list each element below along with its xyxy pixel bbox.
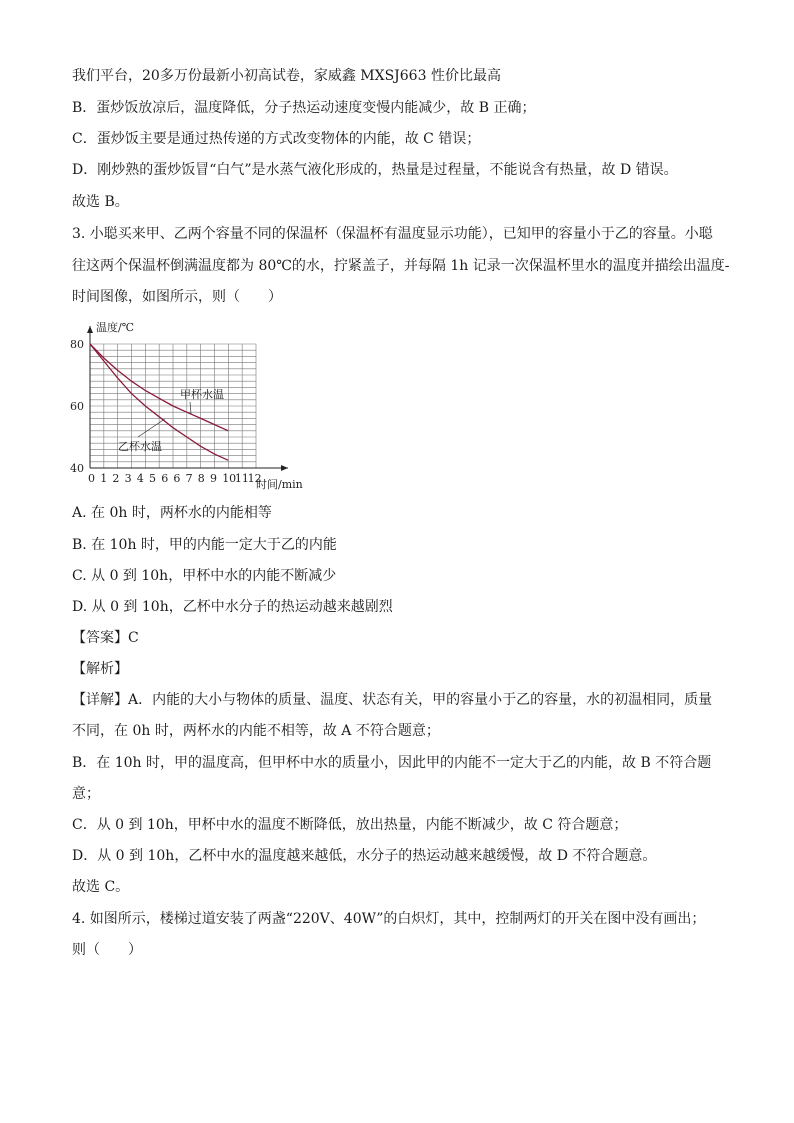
q3-detail-b-line1: B．在 10h 时，甲的温度高，但甲杯中水的质量小，因此甲的内能不一定大于乙的内能，故 B 不符合题 xyxy=(72,755,712,771)
header-line: 我们平台，20多万份最新小初高试卷，家威鑫 MXSJ663 性价比最高 xyxy=(72,68,501,84)
x-tick-label: 9 xyxy=(210,472,217,485)
y-axis-arrow xyxy=(87,326,93,333)
x-tick-label: 10 xyxy=(222,472,237,485)
q3-stem-line1: 3. 小聪买来甲、乙两个容量不同的保温杯（保温杯有温度显示功能），已知甲的容量小于乙的容量。小聪 xyxy=(72,226,713,242)
prev-option-b-explanation: B．蛋炒饭放凉后，温度降低，分子热运动速度变慢内能减少，故 B 正确； xyxy=(72,100,536,116)
x-tick-label: 6 xyxy=(173,472,181,485)
q3-option-a: A. 在 0h 时，两杯水的内能相等 xyxy=(72,505,272,521)
temperature-time-chart xyxy=(66,316,326,496)
x-tick-label: 4 xyxy=(136,472,144,485)
q3-detail-a-line2: 不同，在 0h 时，两杯水的内能不相等，故 A 不符合题意； xyxy=(72,723,440,739)
q3-stem-line3: 时间图像，如图所示，则（ ） xyxy=(72,289,282,305)
y-tick-label: 60 xyxy=(70,400,84,413)
x-tick-label: 2 xyxy=(112,472,120,485)
x-tick-label: 0 xyxy=(88,472,95,485)
x-tick-label: 3 xyxy=(124,472,132,485)
x-tick-label: 1 xyxy=(100,472,108,485)
x-axis-arrow xyxy=(281,465,288,471)
q3-detail-b-line2: 意； xyxy=(72,786,100,802)
series-label-jia: 甲杯水温 xyxy=(180,388,224,401)
q3-detail-d: D．从 0 到 10h，乙杯中水的温度越来越低，水分子的热运动越来越缓慢，故 D 不符合题意。 xyxy=(72,848,657,864)
q4-stem-line2: 则（ ） xyxy=(72,942,142,958)
prev-option-c-explanation: C．蛋炒饭主要是通过热传递的方式改变物体的内能，故 C 错误； xyxy=(72,131,481,147)
q3-option-d: D. 从 0 到 10h，乙杯中水分子的热运动越来越剧烈 xyxy=(72,599,393,615)
answer-value: C xyxy=(128,630,139,646)
prev-option-d-explanation: D．刚炒熟的蛋炒饭冒“白气”是水蒸气液化形成的，热量是过程量，不能说含有热量，故 D 错误。 xyxy=(72,162,678,178)
q4-stem-line1: 4. 如图所示，楼梯过道安装了两盏“220V、40W”的白炽灯，其中，控制两灯的开关在图中没有画出； xyxy=(72,911,706,927)
answer-tag: 【答案】 xyxy=(72,630,128,646)
prev-select: 故选 B。 xyxy=(72,194,129,210)
q3-option-c: C. 从 0 到 10h，甲杯中水的内能不断减少 xyxy=(72,568,337,584)
q3-answer-line xyxy=(72,628,724,648)
q3-detail-a-line1 xyxy=(72,690,724,710)
q3-select: 故选 C。 xyxy=(72,879,130,895)
leader-line-yi xyxy=(138,419,165,437)
x-tick-label: 11 xyxy=(234,472,249,485)
q3-analysis-tag: 【解析】 xyxy=(72,661,128,677)
y-tick-label: 80 xyxy=(70,338,84,351)
x-tick-label: 8 xyxy=(197,472,205,485)
x-axis-label: 时间/min xyxy=(256,478,303,491)
detail-tag: 【详解】 xyxy=(72,692,128,708)
detail-a-text: A．内能的大小与物体的质量、温度、状态有关，甲的容量小于乙的容量，水的初温相同，质量 xyxy=(128,692,713,708)
x-tick-label: 6 xyxy=(161,472,169,485)
x-tick-label: 5 xyxy=(149,472,156,485)
q3-detail-c: C．从 0 到 10h，甲杯中水的温度不断降低，放出热量，内能不断减少，故 C 符合题意； xyxy=(72,817,628,833)
x-tick-label: 7 xyxy=(185,472,193,485)
q3-stem-line2: 往这两个保温杯倒满温度都为 80℃的水，拧紧盖子，并每隔 1h 记录一次保温杯里水的温度并描绘出温度- xyxy=(72,258,730,274)
y-axis-label: 温度/℃ xyxy=(96,321,135,334)
series-label-yi: 乙杯水温 xyxy=(118,440,162,453)
x-tick-label: 12 xyxy=(247,472,262,485)
q3-option-b: B. 在 10h 时，甲的内能一定大于乙的内能 xyxy=(72,537,337,553)
y-tick-label: 40 xyxy=(70,462,84,475)
